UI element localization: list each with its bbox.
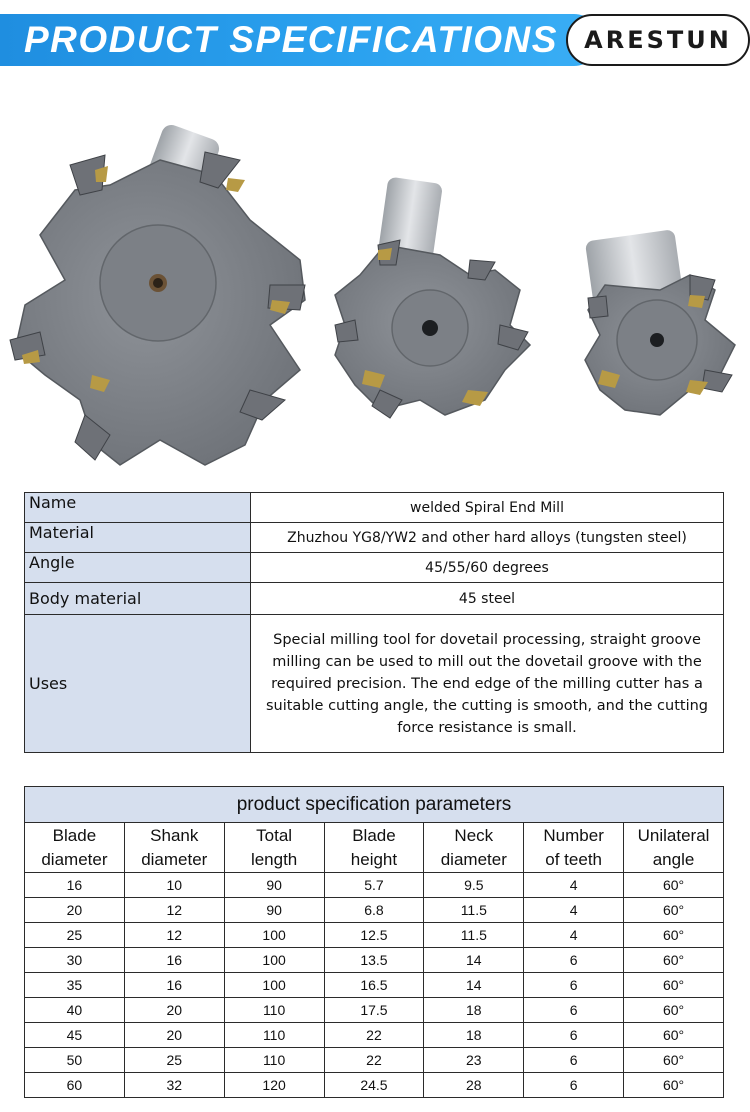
spec-label: Angle (25, 553, 251, 583)
table-cell: 32 (124, 1073, 224, 1098)
table-cell: 60° (624, 873, 724, 898)
spec-row-name (25, 493, 724, 523)
table-cell: 11.5 (424, 923, 524, 948)
params-caption: product specification parameters (25, 787, 724, 823)
column-header-line: Blade (352, 826, 396, 845)
column-header-line: diameter (41, 850, 108, 869)
table-row (25, 973, 724, 998)
table-row (25, 898, 724, 923)
spec-label: Material (25, 523, 251, 553)
table-cell: 60° (624, 948, 724, 973)
column-header-line: Shank (150, 826, 199, 845)
column-header-line: Total (256, 826, 293, 845)
table-cell: 35 (25, 973, 125, 998)
table-cell: 110 (224, 998, 324, 1023)
table-cell: 28 (424, 1073, 524, 1098)
spec-value: Special milling tool for dovetail processing, straight groove milling can be used to mill out the dovetail groove with the required precision. The end edge of the milling cutter has a suitable cutting angle, the cutting is smooth, and the cutting force resistance is small. (251, 615, 724, 753)
table-cell: 11.5 (424, 898, 524, 923)
column-header-line: diameter (440, 850, 507, 869)
table-row (25, 1073, 724, 1098)
column-header (25, 823, 125, 873)
table-cell: 60 (25, 1073, 125, 1098)
large-cutter (10, 122, 305, 465)
table-cell: 60° (624, 998, 724, 1023)
table-cell: 22 (324, 1023, 424, 1048)
table-cell: 6 (524, 1023, 624, 1048)
column-header-line: diameter (141, 850, 208, 869)
column-header (224, 823, 324, 873)
table-row (25, 1048, 724, 1073)
params-body (25, 873, 724, 1098)
table-cell: 110 (224, 1023, 324, 1048)
params-table (24, 786, 724, 1098)
table-cell: 14 (424, 948, 524, 973)
table-cell: 40 (25, 998, 125, 1023)
spec-value: welded Spiral End Mill (251, 493, 724, 523)
column-header-line: of teeth (545, 850, 602, 869)
table-cell: 22 (324, 1048, 424, 1073)
spec-label: Body material (25, 583, 251, 615)
table-cell: 16.5 (324, 973, 424, 998)
table-row (25, 948, 724, 973)
table-row (25, 998, 724, 1023)
column-header-line: angle (652, 850, 695, 869)
header-banner (0, 0, 750, 66)
table-cell: 100 (224, 973, 324, 998)
spec-row-material (25, 523, 724, 553)
table-cell: 60° (624, 1023, 724, 1048)
product-photo (0, 70, 750, 480)
table-cell: 9.5 (424, 873, 524, 898)
spec-label: Uses (25, 615, 251, 753)
table-cell: 12 (124, 898, 224, 923)
table-cell: 16 (25, 873, 125, 898)
column-header-line: length (250, 850, 298, 869)
table-cell: 6 (524, 973, 624, 998)
table-cell: 6.8 (324, 898, 424, 923)
table-cell: 20 (124, 1023, 224, 1048)
table-cell: 60° (624, 1073, 724, 1098)
column-header-line: Blade (52, 826, 97, 845)
column-header-line: Number (543, 826, 604, 845)
table-cell: 14 (424, 973, 524, 998)
table-cell: 25 (124, 1048, 224, 1073)
column-header-line: Neck (454, 826, 494, 845)
table-cell: 120 (224, 1073, 324, 1098)
table-cell: 6 (524, 1073, 624, 1098)
table-cell: 30 (25, 948, 125, 973)
table-row (25, 873, 724, 898)
table-cell: 12 (124, 923, 224, 948)
column-header (124, 823, 224, 873)
params-header-row (25, 823, 724, 873)
spec-table (24, 492, 724, 753)
spec-row-angle (25, 553, 724, 583)
column-header-line: Unilateral (637, 826, 710, 845)
column-header (324, 823, 424, 873)
table-cell: 16 (124, 973, 224, 998)
table-cell: 6 (524, 1048, 624, 1073)
table-cell: 25 (25, 923, 125, 948)
table-cell: 20 (124, 998, 224, 1023)
table-cell: 23 (424, 1048, 524, 1073)
table-cell: 45 (25, 1023, 125, 1048)
table-cell: 6 (524, 998, 624, 1023)
table-cell: 13.5 (324, 948, 424, 973)
table-cell: 60° (624, 973, 724, 998)
table-cell: 4 (524, 873, 624, 898)
spec-row-body-material (25, 583, 724, 615)
table-row (25, 1023, 724, 1048)
small-cutter (585, 229, 735, 415)
spec-value: 45/55/60 degrees (251, 553, 724, 583)
table-cell: 90 (224, 898, 324, 923)
page-title: PRODUCT SPECIFICATIONS (24, 19, 558, 60)
column-header-line: height (350, 850, 398, 869)
table-cell: 24.5 (324, 1073, 424, 1098)
table-cell: 100 (224, 923, 324, 948)
table-cell: 110 (224, 1048, 324, 1073)
column-header (524, 823, 624, 873)
table-cell: 4 (524, 923, 624, 948)
spec-label: Name (25, 493, 251, 523)
table-cell: 60° (624, 1048, 724, 1073)
brand-logo (566, 14, 750, 66)
table-cell: 100 (224, 948, 324, 973)
brand-name: ARESTUN (584, 26, 732, 54)
spec-value: 45 steel (251, 583, 724, 615)
table-cell: 5.7 (324, 873, 424, 898)
table-cell: 4 (524, 898, 624, 923)
table-cell: 60° (624, 898, 724, 923)
spec-row-uses (25, 615, 724, 753)
table-cell: 10 (124, 873, 224, 898)
table-cell: 90 (224, 873, 324, 898)
table-cell: 18 (424, 1023, 524, 1048)
table-cell: 12.5 (324, 923, 424, 948)
spec-value: Zhuzhou YG8/YW2 and other hard alloys (tungsten steel) (251, 523, 724, 553)
column-header (624, 823, 724, 873)
table-cell: 20 (25, 898, 125, 923)
table-cell: 50 (25, 1048, 125, 1073)
table-row (25, 923, 724, 948)
column-header (424, 823, 524, 873)
table-cell: 16 (124, 948, 224, 973)
table-cell: 6 (524, 948, 624, 973)
table-cell: 17.5 (324, 998, 424, 1023)
medium-cutter (335, 177, 530, 418)
table-cell: 60° (624, 923, 724, 948)
table-cell: 18 (424, 998, 524, 1023)
